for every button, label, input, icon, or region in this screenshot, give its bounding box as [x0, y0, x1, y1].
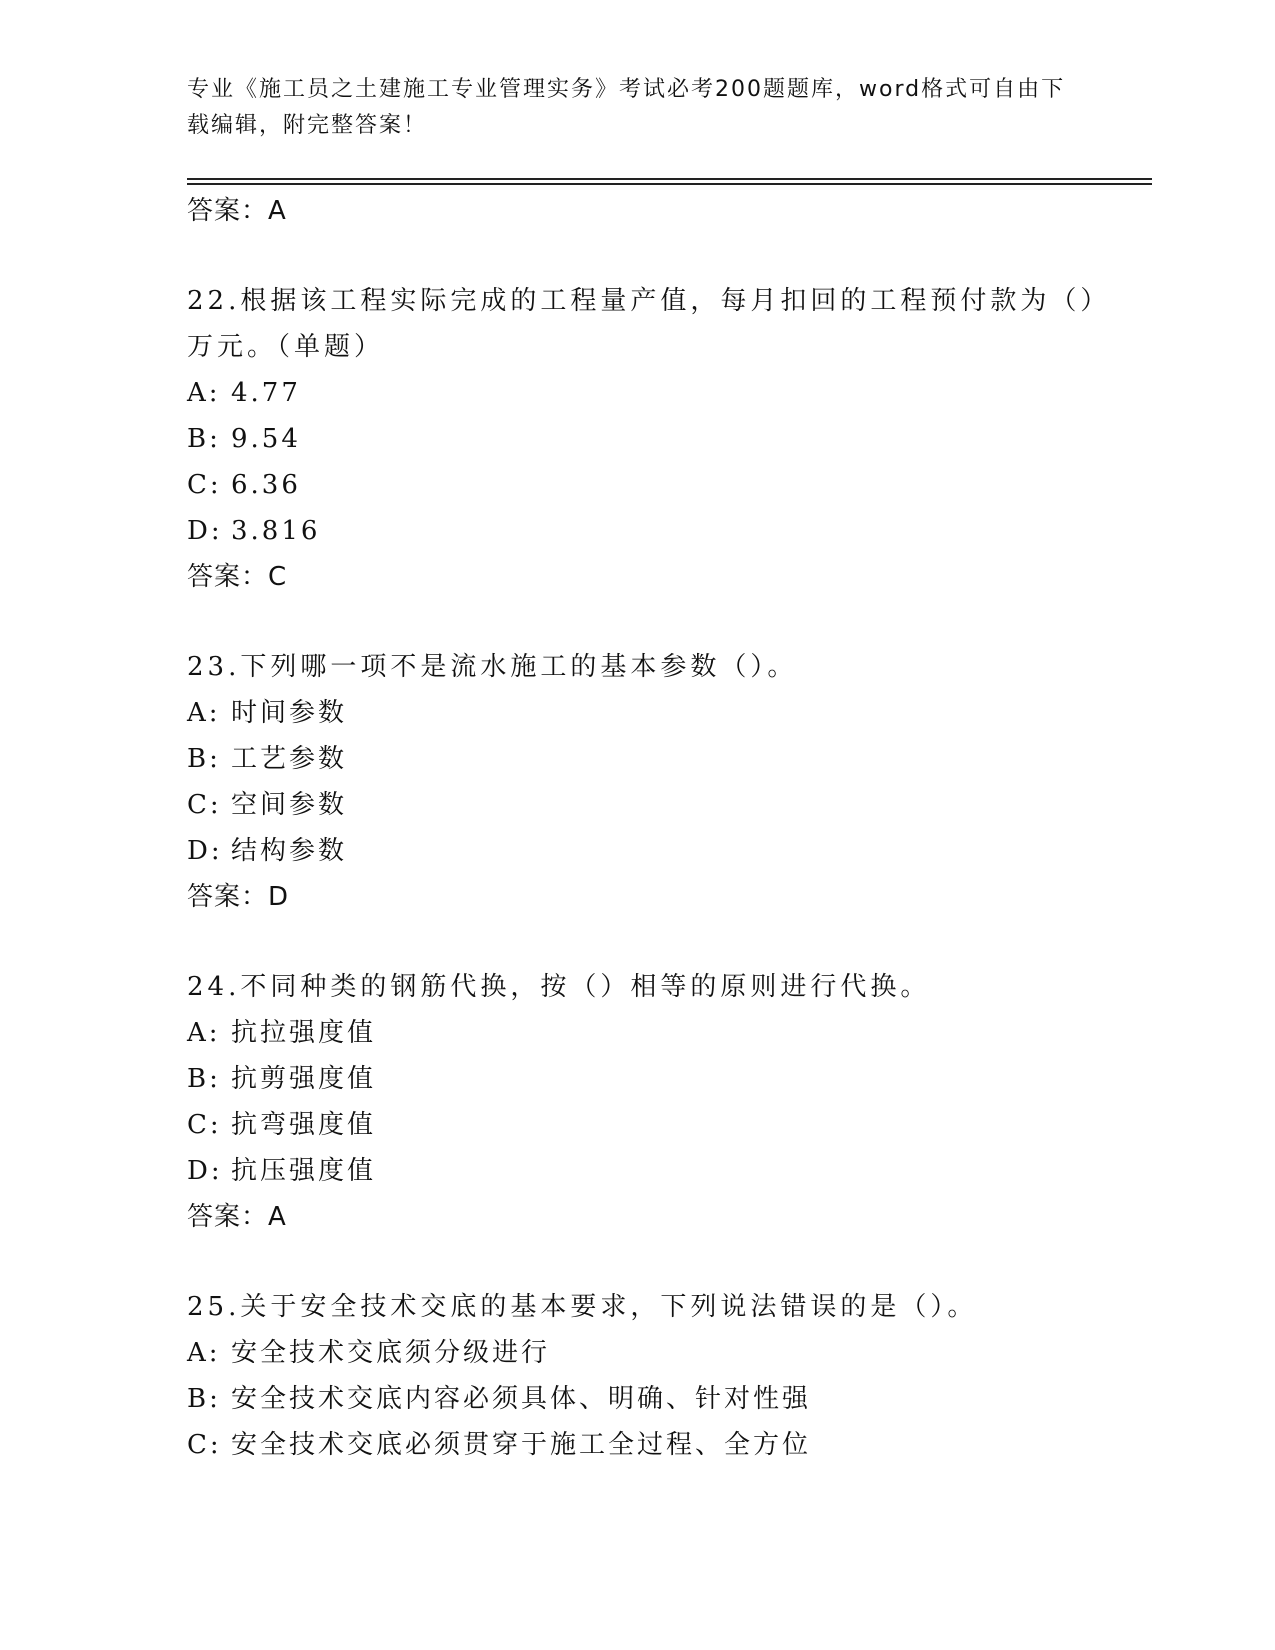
option-text: 3.816	[231, 516, 321, 546]
option-letter: B:	[187, 744, 221, 774]
header-divider	[187, 178, 1152, 180]
option-a	[187, 690, 1137, 736]
option-letter: D:	[187, 1156, 223, 1186]
option-c	[187, 1422, 1137, 1468]
option-text: 空间参数	[231, 790, 348, 820]
option-text: 抗弯强度值	[231, 1110, 377, 1140]
option-letter: B:	[187, 1384, 221, 1414]
option-letter: A:	[187, 1338, 221, 1368]
option-text: 结构参数	[231, 836, 348, 866]
option-text: 抗压强度值	[231, 1156, 377, 1186]
question-block	[187, 964, 1137, 1240]
option-d	[187, 508, 1137, 554]
option-c	[187, 462, 1137, 508]
answer-line: 答案：C	[187, 562, 288, 592]
option-c	[187, 782, 1137, 828]
option-text: 抗拉强度值	[231, 1018, 377, 1048]
option-letter: B:	[187, 1064, 221, 1094]
option-d	[187, 828, 1137, 874]
option-text: 6.36	[231, 470, 301, 500]
document-header: 专业《施工员之土建施工专业管理实务》考试必考200题题库，word格式可自由下载编辑，附完整答案！	[187, 77, 1066, 138]
option-letter: A:	[187, 378, 221, 408]
option-b	[187, 416, 1137, 462]
answer-line: 答案：D	[187, 882, 290, 912]
question-block	[187, 644, 1137, 920]
option-text: 9.54	[231, 424, 301, 454]
answer-line: 答案：A	[187, 196, 287, 226]
option-letter: C:	[187, 1110, 222, 1140]
option-letter: C:	[187, 1430, 222, 1460]
option-letter: A:	[187, 1018, 221, 1048]
header-divider-secondary	[187, 183, 1152, 185]
question-list	[187, 188, 1137, 1468]
option-text: 工艺参数	[231, 744, 348, 774]
option-letter: B:	[187, 424, 221, 454]
option-b	[187, 736, 1137, 782]
question-block	[187, 278, 1137, 600]
question-block	[187, 1284, 1137, 1468]
option-text: 4.77	[231, 378, 301, 408]
option-letter: C:	[187, 790, 222, 820]
answer-line: 答案：A	[187, 1202, 287, 1232]
question-text: 24.不同种类的钢筋代换，按（）相等的原则进行代换。	[187, 972, 931, 1002]
question-text: 22.根据该工程实际完成的工程量产值，每月扣回的工程预付款为（）万元。（单题）	[187, 286, 1111, 362]
option-text: 抗剪强度值	[231, 1064, 377, 1094]
option-c	[187, 1102, 1137, 1148]
option-text: 安全技术交底须分级进行	[231, 1338, 551, 1368]
option-b	[187, 1056, 1137, 1102]
option-d	[187, 1148, 1137, 1194]
option-letter: C:	[187, 470, 222, 500]
option-b	[187, 1376, 1137, 1422]
option-letter: D:	[187, 516, 223, 546]
option-letter: D:	[187, 836, 223, 866]
option-a	[187, 370, 1137, 416]
option-a	[187, 1010, 1137, 1056]
question-text: 25.关于安全技术交底的基本要求，下列说法错误的是（）。	[187, 1292, 978, 1322]
option-a	[187, 1330, 1137, 1376]
option-letter: A:	[187, 698, 221, 728]
option-text: 时间参数	[231, 698, 348, 728]
question-text: 23.下列哪一项不是流水施工的基本参数（）。	[187, 652, 798, 682]
option-text: 安全技术交底内容必须具体、明确、针对性强	[231, 1384, 812, 1414]
option-text: 安全技术交底必须贯穿于施工全过程、全方位	[231, 1430, 812, 1460]
